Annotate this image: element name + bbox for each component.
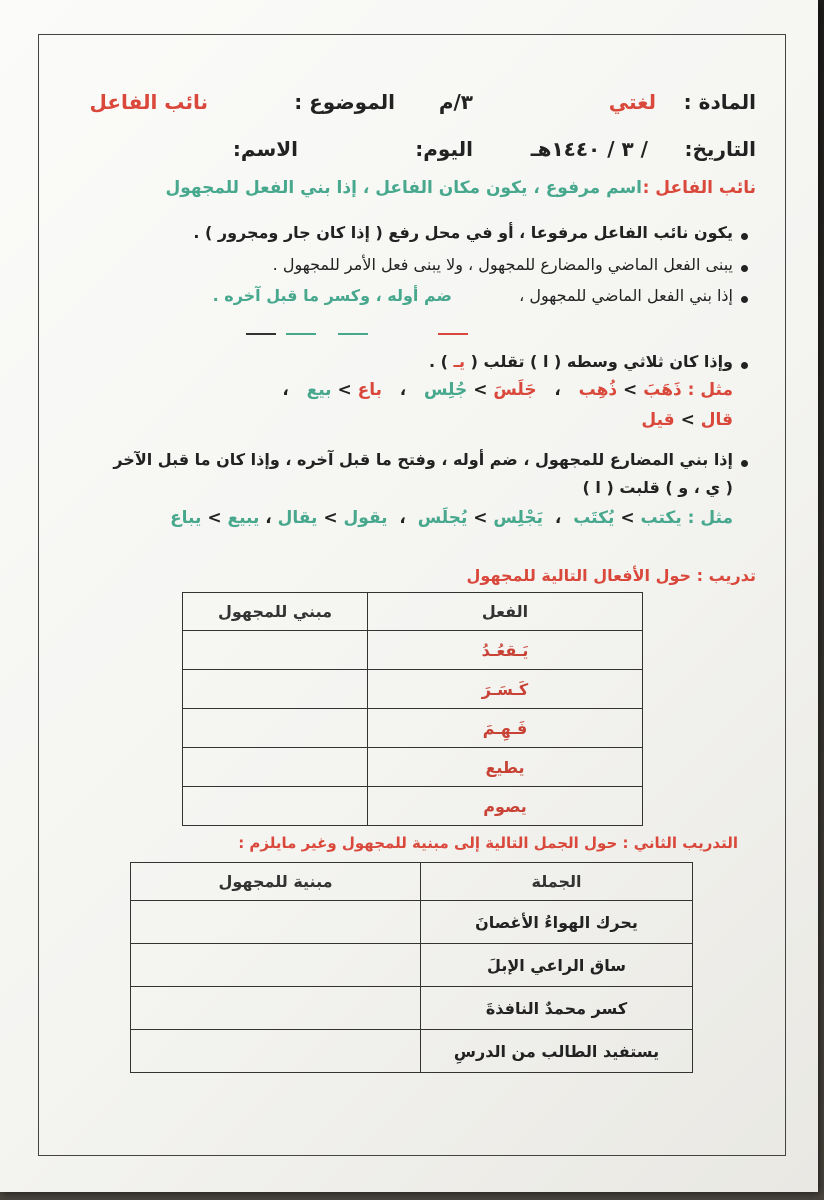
middle-vowel-rule xyxy=(429,352,733,371)
example-active: يكتب xyxy=(640,508,682,528)
answer-cell[interactable] xyxy=(131,987,421,1030)
middle-vowel-letter: يـ xyxy=(453,352,466,371)
day-label: اليوم: xyxy=(415,137,473,161)
comma-sep: ، xyxy=(399,508,406,528)
verb-cell: كَـسَـرَ xyxy=(368,670,643,709)
answer-cell[interactable] xyxy=(183,709,368,748)
bullet-icon xyxy=(741,296,748,303)
kasra-dash xyxy=(338,333,368,335)
verb-cell: يَـقعُـدُ xyxy=(368,631,643,670)
exercise-1-table xyxy=(182,592,643,826)
answer-cell[interactable] xyxy=(131,1030,421,1073)
subject-label: المادة : xyxy=(683,90,756,114)
sentence-cell: ساق الراعي الإبلَ xyxy=(421,944,693,987)
grade-label: ٣/م xyxy=(438,90,473,114)
example-passive: ذُهِب xyxy=(578,380,618,400)
comma-sep: ، xyxy=(554,508,562,528)
exercise-2-title: التدريب الثاني : حول الجمل التالية إلى مبنية للمجهول وغير مايلزم : xyxy=(238,834,738,852)
col-header-sentence: الجملة xyxy=(421,863,693,901)
name-label: الاسم: xyxy=(232,137,298,161)
example-passive: يُكتَب xyxy=(573,508,615,528)
arrow-sep: > xyxy=(623,380,638,400)
comma-sep: ، xyxy=(282,380,289,400)
verb-cell: يطيع xyxy=(368,748,643,787)
present-rule-line-2: ( ي ، و ) قلبت ( ا ) xyxy=(582,478,733,497)
example-passive: يباع xyxy=(170,508,202,528)
exercise-1-title: تدريب : حول الأفعال التالية للمجهول xyxy=(466,566,756,585)
date-value: / ٣ / ١٤٤٠هـ xyxy=(530,137,648,161)
middle-vowel-end: ) . xyxy=(429,352,448,371)
col-header-verb: الفعل xyxy=(368,593,643,631)
example-label: مثل : xyxy=(687,380,733,400)
comma-sep: ، xyxy=(554,380,561,400)
bullet-icon xyxy=(741,460,748,467)
example-passive: بيع xyxy=(306,380,332,400)
arrow-sep: > xyxy=(680,410,695,430)
bullet-icon xyxy=(741,233,748,240)
col-header-passive: مبنية للمجهول xyxy=(131,863,421,901)
answer-cell[interactable] xyxy=(131,901,421,944)
example-active: باع xyxy=(357,380,383,400)
sentence-cell: يستفيد الطالب من الدرسِ xyxy=(421,1030,693,1073)
plain-dash xyxy=(246,333,276,335)
damma-dash xyxy=(438,333,468,335)
comma-sep: ، xyxy=(399,380,407,400)
example-passive: قيل xyxy=(641,410,675,430)
answer-cell[interactable] xyxy=(131,944,421,987)
rule-2: يبنى الفعل الماضي والمضارع للمجهول ، ولا يبنى فعل الأمر للمجهول . xyxy=(272,255,733,274)
definition-text: اسم مرفوع ، يكون مكان الفاعل ، إذا بني الفعل للمجهول xyxy=(165,178,642,198)
arrow-sep: > xyxy=(473,380,488,400)
answer-cell[interactable] xyxy=(183,670,368,709)
arrow-sep: > xyxy=(337,380,352,400)
verb-cell: يصوم xyxy=(368,787,643,826)
sentence-cell: كسر محمدٌ النافذةَ xyxy=(421,987,693,1030)
example-active: قال xyxy=(700,410,733,430)
arrow-sep: > xyxy=(620,508,635,528)
example-passive: جُلِس xyxy=(424,380,468,400)
arrow-sep: > xyxy=(473,508,488,528)
sentence-cell: يحرك الهواءُ الأغصانَ xyxy=(421,901,693,944)
example-1-line-1 xyxy=(282,380,733,400)
bullet-icon xyxy=(741,265,748,272)
example-passive: يقال xyxy=(277,508,318,528)
answer-cell[interactable] xyxy=(183,787,368,826)
arrow-sep: > xyxy=(207,508,222,528)
example-active: يبيع xyxy=(227,508,260,528)
arrow-sep: > xyxy=(323,508,338,528)
example-1-line-2 xyxy=(641,410,733,430)
example-passive: يُجلَس xyxy=(417,508,468,528)
verb-cell: فَـهِـمَ xyxy=(368,709,643,748)
answer-cell[interactable] xyxy=(183,631,368,670)
definition-term: نائب الفاعل : xyxy=(642,178,756,198)
subject-value: لغتي xyxy=(608,90,656,114)
topic-label: الموضوع : xyxy=(294,90,395,114)
rule-3: إذا بني الفعل الماضي للمجهول ، xyxy=(519,286,733,305)
comma-sep: ، xyxy=(265,508,272,528)
present-rule-line-1: إذا بني المضارع للمجهول ، ضم أوله ، وفتح ما قبل آخره ، وإذا كان ما قبل الآخر xyxy=(113,450,733,469)
bullet-icon xyxy=(741,362,748,369)
rule-3-highlight: ضم أوله ، وكسر ما قبل آخره . xyxy=(212,286,452,305)
date-label: التاريخ: xyxy=(684,137,756,161)
topic-value: نائب الفاعل xyxy=(89,90,208,114)
rule-1: يكون نائب الفاعل مرفوعا ، أو في محل رفع ( إذا كان جار ومجرور ) . xyxy=(193,223,733,242)
example-active: ذَهَبَ xyxy=(643,380,682,400)
example-active: يقول xyxy=(343,508,388,528)
col-header-passive: مبني للمجهول xyxy=(183,593,368,631)
example-active: يَجْلِس xyxy=(493,508,544,528)
middle-vowel-text: وإذا كان ثلاثي وسطه ( ا ) تقلب ( xyxy=(470,352,733,371)
example-active: جَلَسَ xyxy=(493,380,537,400)
exercise-2-table xyxy=(130,862,693,1073)
example-2-line xyxy=(170,508,733,528)
answer-cell[interactable] xyxy=(183,748,368,787)
kasra-dash xyxy=(286,333,316,335)
example-label: مثل : xyxy=(687,508,733,528)
